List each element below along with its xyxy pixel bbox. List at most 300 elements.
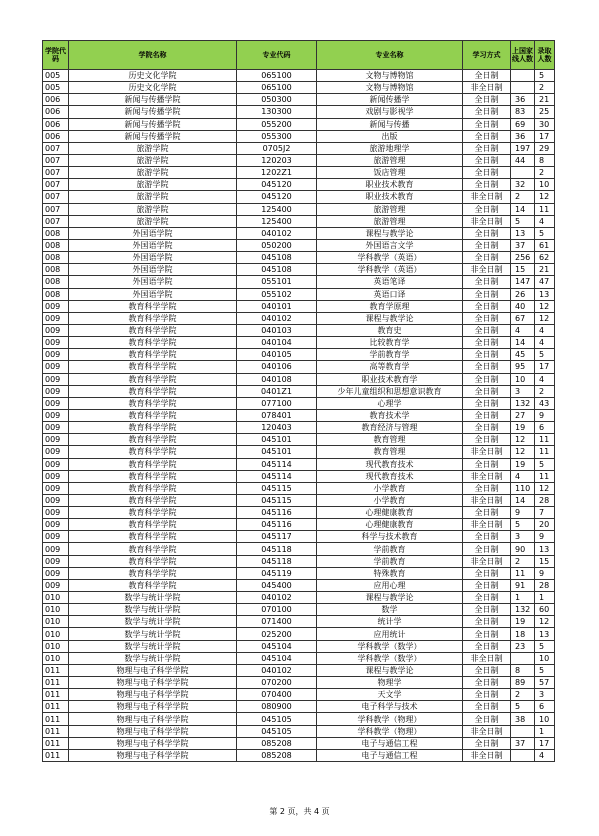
study-mode-cell: 全日制 [463,713,511,725]
table-row [43,422,555,434]
page-footer: 第 2 页，共 4 页 [269,807,330,816]
college-name-cell: 旅游学院 [69,179,237,191]
college-name-cell: 外国语学院 [69,239,237,251]
study-mode-cell: 非全日制 [463,191,511,203]
major-code-cell: 045116 [237,519,317,531]
study-mode-cell: 非全日制 [463,215,511,227]
national-line-cell: 8 [511,664,535,676]
admitted-cell: 4 [535,337,555,349]
college-name-cell: 物理与电子科学学院 [69,725,237,737]
major-code-cell: 040104 [237,337,317,349]
major-code-cell: 045105 [237,713,317,725]
study-mode-cell: 非全日制 [463,494,511,506]
table-row [43,324,555,336]
major-code-cell: 045400 [237,579,317,591]
header-national-line-count: 上国家线人数 [511,41,535,70]
admitted-cell: 11 [535,434,555,446]
table-row [43,142,555,154]
major-name-cell: 应用心理 [317,579,463,591]
major-name-cell: 数学 [317,604,463,616]
college-code-cell: 011 [43,689,69,701]
study-mode-cell: 非全日制 [463,519,511,531]
college-name-cell: 外国语学院 [69,264,237,276]
major-name-cell: 心理学 [317,397,463,409]
college-name-cell: 教育科学学院 [69,373,237,385]
major-code-cell: 050200 [237,239,317,251]
header-study-mode: 学习方式 [463,41,511,70]
major-name-cell: 电子与通信工程 [317,737,463,749]
college-code-cell: 009 [43,385,69,397]
major-code-cell: 045120 [237,179,317,191]
table-row [43,543,555,555]
college-code-cell: 008 [43,252,69,264]
major-name-cell: 统计学 [317,616,463,628]
college-name-cell: 教育科学学院 [69,397,237,409]
major-name-cell: 电子科学与技术 [317,701,463,713]
college-code-cell: 008 [43,227,69,239]
admitted-cell: 57 [535,677,555,689]
college-code-cell: 007 [43,154,69,166]
header-college-name: 学院名称 [69,41,237,70]
college-name-cell: 旅游学院 [69,167,237,179]
table-row [43,252,555,264]
national-line-cell: 197 [511,142,535,154]
national-line-cell: 11 [511,567,535,579]
major-name-cell: 教育技术学 [317,409,463,421]
college-code-cell: 008 [43,276,69,288]
national-line-cell: 10 [511,373,535,385]
major-code-cell: 040106 [237,361,317,373]
table-row [43,604,555,616]
table-row [43,628,555,640]
college-name-cell: 旅游学院 [69,154,237,166]
college-code-cell: 009 [43,422,69,434]
table-row [43,677,555,689]
table-row [43,737,555,749]
study-mode-cell: 全日制 [463,276,511,288]
major-code-cell: 045117 [237,531,317,543]
college-code-cell: 010 [43,592,69,604]
admitted-cell: 4 [535,215,555,227]
table-row [43,458,555,470]
table-row [43,701,555,713]
major-code-cell: 125400 [237,215,317,227]
major-code-cell: 045101 [237,446,317,458]
national-line-cell: 13 [511,227,535,239]
major-name-cell: 应用统计 [317,628,463,640]
table-row [43,482,555,494]
major-code-cell: 1202Z1 [237,167,317,179]
college-code-cell: 011 [43,749,69,761]
major-name-cell: 学科教学（物理） [317,725,463,737]
major-name-cell: 学科教学（物理） [317,713,463,725]
admitted-cell: 5 [535,70,555,82]
table-row [43,713,555,725]
major-name-cell: 学前教育学 [317,349,463,361]
college-name-cell: 教育科学学院 [69,470,237,482]
college-name-cell: 教育科学学院 [69,543,237,555]
national-line-cell: 132 [511,604,535,616]
major-code-cell: 120203 [237,154,317,166]
study-mode-cell: 全日制 [463,179,511,191]
college-code-cell: 009 [43,397,69,409]
table-row [43,397,555,409]
table-row [43,227,555,239]
major-code-cell: 070400 [237,689,317,701]
college-name-cell: 物理与电子科学学院 [69,701,237,713]
college-code-cell: 009 [43,337,69,349]
college-name-cell: 旅游学院 [69,215,237,227]
header-major-name: 专业名称 [317,41,463,70]
study-mode-cell: 全日制 [463,640,511,652]
major-code-cell: 045120 [237,191,317,203]
national-line-cell: 14 [511,337,535,349]
major-code-cell: 045105 [237,725,317,737]
major-name-cell: 旅游地理学 [317,142,463,154]
college-name-cell: 教育科学学院 [69,361,237,373]
table-row [43,215,555,227]
college-name-cell: 教育科学学院 [69,385,237,397]
admitted-cell: 11 [535,203,555,215]
national-line-cell: 40 [511,300,535,312]
header-major-code: 专业代码 [237,41,317,70]
admitted-cell: 4 [535,749,555,761]
study-mode-cell: 全日制 [463,203,511,215]
college-name-cell: 新闻与传播学院 [69,118,237,130]
national-line-cell: 2 [511,191,535,203]
national-line-cell: 37 [511,239,535,251]
admitted-cell: 17 [535,737,555,749]
table-header-row [43,41,555,70]
study-mode-cell: 全日制 [463,458,511,470]
college-code-cell: 009 [43,531,69,543]
table-row [43,179,555,191]
college-name-cell: 新闻与传播学院 [69,94,237,106]
study-mode-cell: 全日制 [463,312,511,324]
major-code-cell: 045114 [237,458,317,470]
major-name-cell: 心理健康教育 [317,507,463,519]
national-line-cell: 89 [511,677,535,689]
study-mode-cell: 全日制 [463,664,511,676]
study-mode-cell: 全日制 [463,300,511,312]
national-line-cell: 90 [511,543,535,555]
major-code-cell: 045101 [237,434,317,446]
college-code-cell: 009 [43,312,69,324]
major-name-cell: 课程与教学论 [317,592,463,604]
admitted-cell: 43 [535,397,555,409]
header-admitted-count: 录取人数 [535,41,555,70]
college-code-cell: 009 [43,555,69,567]
college-name-cell: 物理与电子科学学院 [69,737,237,749]
college-code-cell: 006 [43,94,69,106]
study-mode-cell: 全日制 [463,385,511,397]
study-mode-cell: 全日制 [463,531,511,543]
table-row [43,579,555,591]
national-line-cell: 1 [511,592,535,604]
major-code-cell: 045104 [237,652,317,664]
national-line-cell: 5 [511,701,535,713]
college-code-cell: 007 [43,179,69,191]
study-mode-cell: 全日制 [463,130,511,142]
major-name-cell: 新闻传播学 [317,94,463,106]
admitted-cell: 25 [535,106,555,118]
admitted-cell: 30 [535,118,555,130]
college-name-cell: 物理与电子科学学院 [69,664,237,676]
admitted-cell: 1 [535,725,555,737]
major-code-cell: 130300 [237,106,317,118]
admitted-cell: 29 [535,142,555,154]
college-code-cell: 007 [43,215,69,227]
national-line-cell [511,82,535,94]
study-mode-cell: 全日制 [463,324,511,336]
college-name-cell: 数学与统计学院 [69,628,237,640]
admitted-cell: 17 [535,361,555,373]
table-row [43,749,555,761]
table-row [43,409,555,421]
study-mode-cell: 非全日制 [463,725,511,737]
admitted-cell: 5 [535,458,555,470]
admitted-cell: 10 [535,652,555,664]
major-name-cell: 旅游管理 [317,215,463,227]
college-code-cell: 009 [43,470,69,482]
college-name-cell: 数学与统计学院 [69,592,237,604]
admitted-cell: 11 [535,470,555,482]
admitted-cell: 3 [535,689,555,701]
college-code-cell: 009 [43,567,69,579]
college-code-cell: 011 [43,664,69,676]
study-mode-cell: 全日制 [463,227,511,239]
table-row [43,130,555,142]
national-line-cell: 12 [511,446,535,458]
major-code-cell: 045115 [237,482,317,494]
college-code-cell: 009 [43,543,69,555]
national-line-cell: 3 [511,531,535,543]
study-mode-cell: 全日制 [463,567,511,579]
major-code-cell: 050300 [237,94,317,106]
admitted-cell: 28 [535,494,555,506]
study-mode-cell: 全日制 [463,118,511,130]
major-name-cell: 电子与通信工程 [317,749,463,761]
major-name-cell: 文物与博物馆 [317,82,463,94]
college-code-cell: 009 [43,300,69,312]
college-name-cell: 旅游学院 [69,191,237,203]
major-name-cell: 科学与技术教育 [317,531,463,543]
study-mode-cell: 全日制 [463,592,511,604]
college-name-cell: 教育科学学院 [69,409,237,421]
national-line-cell: 15 [511,264,535,276]
major-name-cell: 高等教育学 [317,361,463,373]
major-code-cell: 040102 [237,312,317,324]
admitted-cell: 5 [535,640,555,652]
table-row [43,434,555,446]
study-mode-cell: 全日制 [463,397,511,409]
admitted-cell: 12 [535,300,555,312]
major-name-cell: 学科教学（数学） [317,640,463,652]
major-name-cell: 天文学 [317,689,463,701]
college-name-cell: 数学与统计学院 [69,616,237,628]
national-line-cell: 110 [511,482,535,494]
admitted-cell: 4 [535,324,555,336]
national-line-cell: 132 [511,397,535,409]
major-name-cell: 旅游管理 [317,154,463,166]
table-row [43,507,555,519]
admitted-cell: 8 [535,154,555,166]
national-line-cell: 44 [511,154,535,166]
college-name-cell: 外国语学院 [69,276,237,288]
college-name-cell: 教育科学学院 [69,324,237,336]
table-row [43,94,555,106]
table-row [43,264,555,276]
study-mode-cell: 非全日制 [463,446,511,458]
college-code-cell: 007 [43,191,69,203]
college-code-cell: 008 [43,239,69,251]
college-name-cell: 历史文化学院 [69,70,237,82]
admitted-cell: 20 [535,519,555,531]
college-code-cell: 011 [43,701,69,713]
study-mode-cell: 非全日制 [463,82,511,94]
college-code-cell: 007 [43,142,69,154]
national-line-cell: 27 [511,409,535,421]
study-mode-cell: 全日制 [463,167,511,179]
admission-table [42,40,555,762]
national-line-cell: 14 [511,203,535,215]
major-code-cell: 040108 [237,373,317,385]
national-line-cell: 4 [511,470,535,482]
national-line-cell: 4 [511,324,535,336]
major-code-cell: 040102 [237,227,317,239]
major-code-cell: 055200 [237,118,317,130]
college-code-cell: 011 [43,737,69,749]
major-name-cell: 英语笔译 [317,276,463,288]
admitted-cell: 12 [535,482,555,494]
major-name-cell: 特殊教育 [317,567,463,579]
major-code-cell: 055102 [237,288,317,300]
college-code-cell: 009 [43,507,69,519]
college-name-cell: 教育科学学院 [69,494,237,506]
college-name-cell: 教育科学学院 [69,312,237,324]
major-name-cell: 课程与教学论 [317,227,463,239]
study-mode-cell: 全日制 [463,239,511,251]
college-code-cell: 008 [43,264,69,276]
major-name-cell: 旅游管理 [317,203,463,215]
college-code-cell: 006 [43,106,69,118]
college-name-cell: 历史文化学院 [69,82,237,94]
college-name-cell: 教育科学学院 [69,579,237,591]
college-code-cell: 010 [43,616,69,628]
major-code-cell: 045118 [237,543,317,555]
study-mode-cell: 全日制 [463,361,511,373]
national-line-cell: 2 [511,555,535,567]
admitted-cell: 12 [535,312,555,324]
college-name-cell: 教育科学学院 [69,434,237,446]
college-code-cell: 005 [43,82,69,94]
major-code-cell: 071400 [237,616,317,628]
college-name-cell: 物理与电子科学学院 [69,677,237,689]
major-name-cell: 学科教学（数学） [317,652,463,664]
major-name-cell: 课程与教学论 [317,312,463,324]
admitted-cell: 4 [535,373,555,385]
national-line-cell: 83 [511,106,535,118]
study-mode-cell: 全日制 [463,677,511,689]
major-code-cell: 085208 [237,749,317,761]
major-name-cell: 教育学原理 [317,300,463,312]
study-mode-cell: 全日制 [463,142,511,154]
table-row [43,70,555,82]
college-name-cell: 教育科学学院 [69,555,237,567]
major-code-cell: 045108 [237,264,317,276]
college-code-cell: 011 [43,725,69,737]
major-code-cell: 045115 [237,494,317,506]
admitted-cell: 13 [535,628,555,640]
college-code-cell: 005 [43,70,69,82]
national-line-cell: 18 [511,628,535,640]
major-code-cell: 055101 [237,276,317,288]
major-code-cell: 045104 [237,640,317,652]
college-code-cell: 009 [43,434,69,446]
national-line-cell: 147 [511,276,535,288]
major-code-cell: 085208 [237,737,317,749]
study-mode-cell: 全日制 [463,434,511,446]
admitted-cell: 9 [535,409,555,421]
study-mode-cell: 全日制 [463,373,511,385]
admitted-cell: 6 [535,701,555,713]
study-mode-cell: 非全日制 [463,264,511,276]
study-mode-cell: 全日制 [463,70,511,82]
table-row [43,519,555,531]
admission-table-container [42,40,554,762]
table-row [43,664,555,676]
national-line-cell: 36 [511,130,535,142]
table-row [43,592,555,604]
table-row [43,446,555,458]
major-code-cell: 077100 [237,397,317,409]
major-code-cell: 125400 [237,203,317,215]
admitted-cell: 5 [535,227,555,239]
college-code-cell: 009 [43,361,69,373]
college-name-cell: 教育科学学院 [69,300,237,312]
study-mode-cell: 全日制 [463,737,511,749]
college-name-cell: 教育科学学院 [69,458,237,470]
college-code-cell: 010 [43,652,69,664]
college-name-cell: 数学与统计学院 [69,640,237,652]
major-code-cell: 040103 [237,324,317,336]
table-row [43,640,555,652]
admitted-cell: 28 [535,579,555,591]
major-name-cell: 饭店管理 [317,167,463,179]
major-code-cell: 040105 [237,349,317,361]
college-code-cell: 009 [43,324,69,336]
study-mode-cell: 非全日制 [463,555,511,567]
table-row [43,300,555,312]
study-mode-cell: 全日制 [463,616,511,628]
table-row [43,154,555,166]
major-code-cell: 080900 [237,701,317,713]
table-row [43,555,555,567]
college-code-cell: 009 [43,482,69,494]
admitted-cell: 9 [535,567,555,579]
major-code-cell: 045114 [237,470,317,482]
college-name-cell: 教育科学学院 [69,349,237,361]
major-name-cell: 职业技术教育 [317,179,463,191]
national-line-cell: 14 [511,494,535,506]
table-row [43,276,555,288]
college-name-cell: 物理与电子科学学院 [69,713,237,725]
major-name-cell: 心理健康教育 [317,519,463,531]
major-name-cell: 课程与教学论 [317,664,463,676]
college-name-cell: 数学与统计学院 [69,604,237,616]
table-row [43,689,555,701]
table-row [43,385,555,397]
